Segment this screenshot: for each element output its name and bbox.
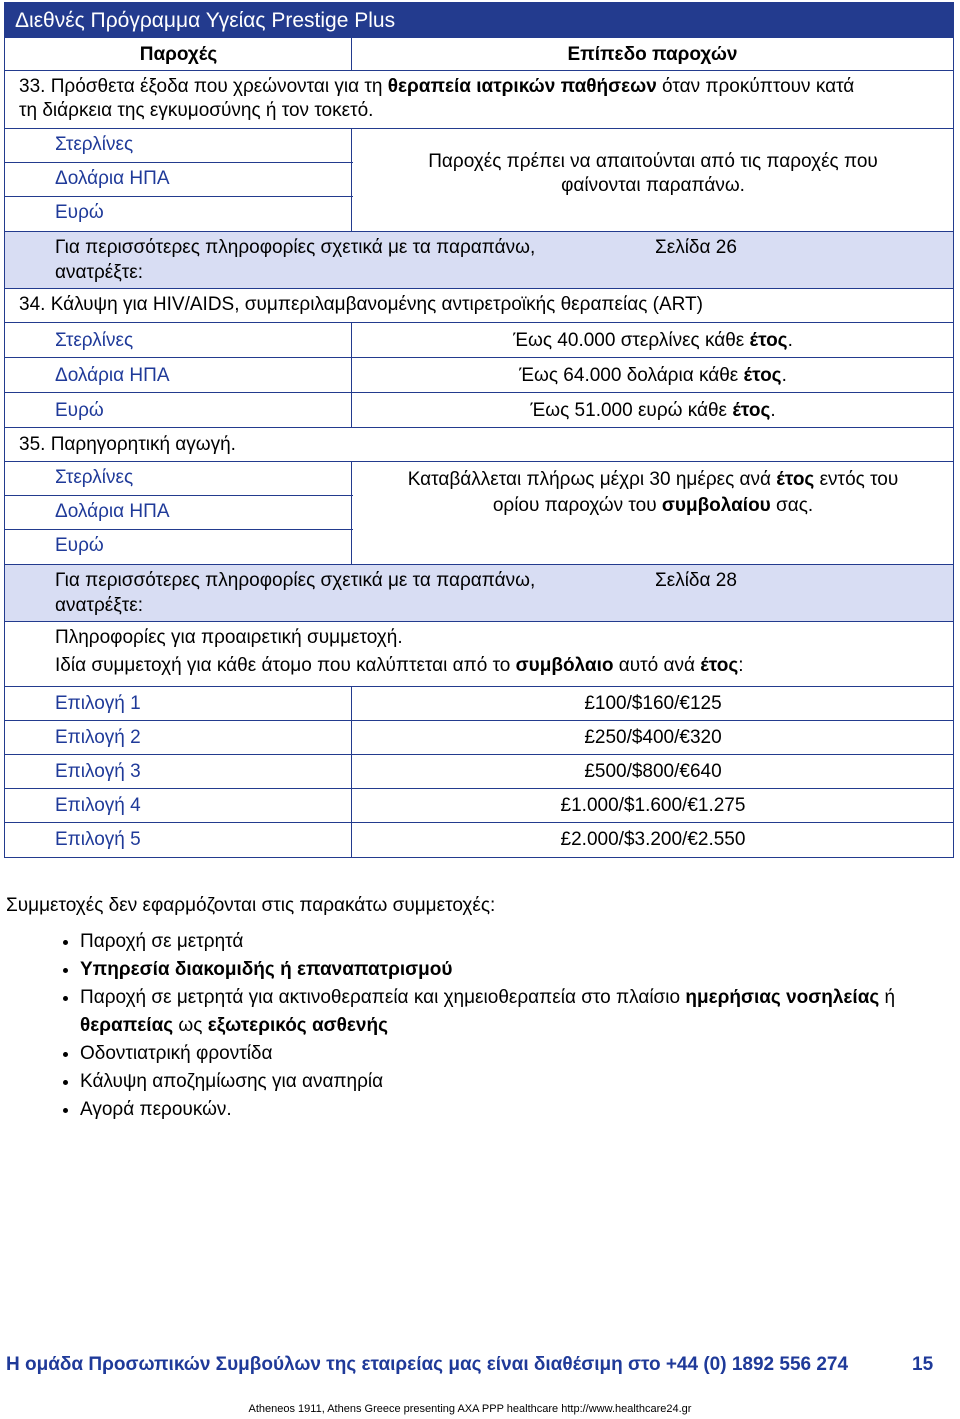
item-33-more-info: Για περισσότερες πληροφορίες σχετικά με τα παραπάνω, ανατρέξτε: Σελίδα 26 bbox=[5, 231, 953, 289]
item-34-row: Στερλίνες Έως 40.000 στερλίνες κάθε έτος. bbox=[5, 323, 953, 358]
item-33-note: Παροχές πρέπει να απαιτούνται από τις παροχές που bbox=[428, 151, 878, 172]
page-reference: Σελίδα 28 bbox=[655, 570, 737, 591]
copay-option-row: Επιλογή 1 £100/$160/€125 bbox=[5, 687, 953, 721]
column-header-row bbox=[5, 38, 953, 71]
exclusions-list bbox=[40, 928, 940, 1124]
currency-label: Στερλίνες bbox=[55, 134, 134, 155]
item-35-note: Καταβάλλεται πλήρως μέχρι 30 ημέρες ανά έτος εντός του bbox=[407, 469, 899, 490]
list-item: • Υπηρεσία διακομιδής ή επαναπατρισμού bbox=[80, 956, 940, 984]
item-35-more-info: Για περισσότερες πληροφορίες σχετικά με τα παραπάνω, ανατρέξτε: Σελίδα 28 bbox=[5, 564, 953, 622]
list-item: • Παροχή σε μετρητά bbox=[80, 928, 940, 956]
list-item: • Οδοντιατρική φροντίδα bbox=[80, 1040, 940, 1068]
page-number: 15 bbox=[912, 1354, 934, 1375]
footer-contact: Η ομάδα Προσωπικών Συμβούλων της εταιρείας μας είναι διαθέσιμη στο +44 (0) 1892 556 274 bbox=[6, 1354, 849, 1375]
copay-option-row: Επιλογή 4 £1.000/$1.600/€1.275 bbox=[5, 789, 953, 823]
item-35-currency-block: Στερλίνες Δολάρια ΗΠΑ Ευρώ Καταβάλλεται πλήρως μέχρι 30 ημέρες ανά έτος εντός του ορίου παροχών του συμβολαίου σας. bbox=[5, 462, 953, 564]
item-34-row: Ευρώ Έως 51.000 ευρώ κάθε έτος. bbox=[5, 393, 953, 428]
copay-option-row: Επιλογή 5 £2.000/$3.200/€2.550 bbox=[5, 823, 953, 857]
item-34-row: Δολάρια ΗΠΑ Έως 64.000 δολάρια κάθε έτος. bbox=[5, 358, 953, 393]
item-33-title: 33. Πρόσθετα έξοδα που χρεώνονται για τη θεραπεία ιατρικών παθήσεων όταν προκύπτουν κατά τη διάρκεια της εγκυμοσύνης ή τον τοκετό. bbox=[5, 71, 953, 129]
currency-label: Ευρώ bbox=[55, 202, 104, 223]
item-35-title: 35. Παρηγορητική αγωγή. bbox=[5, 428, 953, 462]
list-item: • Παροχή σε μετρητά για ακτινοθεραπεία και χημειοθεραπεία στο πλαίσιο ημερήσιας νοσηλείας ή θεραπείας ως εξωτερικός ασθενής bbox=[80, 984, 940, 1040]
col-levels-header: Επίπεδο παροχών bbox=[567, 44, 738, 65]
footer-credit: Atheneos 1911, Athens Greece presenting AXA PPP healthcare http://www.healthcare24.gr bbox=[248, 1403, 692, 1415]
table-title: Διεθνές Πρόγραμμα Υγείας Prestige Plus bbox=[5, 3, 953, 38]
item-33-currency-block: Στερλίνες Δολάρια ΗΠΑ Ευρώ Παροχές πρέπει να απαιτούνται από τις παροχές που φαίνονται παραπάνω. bbox=[5, 129, 953, 231]
currency-label: Δολάρια ΗΠΑ bbox=[55, 168, 170, 189]
benefits-table bbox=[4, 2, 954, 858]
list-item: • Κάλυψη αποζημίωσης για αναπηρία bbox=[80, 1068, 940, 1096]
item-34-title: 34. Κάλυψη για HIV/AIDS, συμπεριλαμβανομένης αντιρετροϊκής θεραπείας (ART) bbox=[5, 289, 953, 323]
list-item: • Αγορά περουκών. bbox=[80, 1096, 940, 1124]
page-reference: Σελίδα 26 bbox=[655, 237, 737, 258]
exclusions-intro: Συμμετοχές δεν εφαρμόζονται στις παρακάτω συμμετοχές: bbox=[6, 895, 496, 916]
copay-info: Πληροφορίες για προαιρετική συμμετοχή. Ιδία συμμετοχή για κάθε άτομο που καλύπτεται από το συμβόλαιο αυτό ανά έτος: bbox=[5, 622, 953, 687]
copay-option-row: Επιλογή 3 £500/$800/€640 bbox=[5, 755, 953, 789]
col-benefits-header: Παροχές bbox=[139, 44, 218, 65]
copay-option-row: Επιλογή 2 £250/$400/€320 bbox=[5, 721, 953, 755]
